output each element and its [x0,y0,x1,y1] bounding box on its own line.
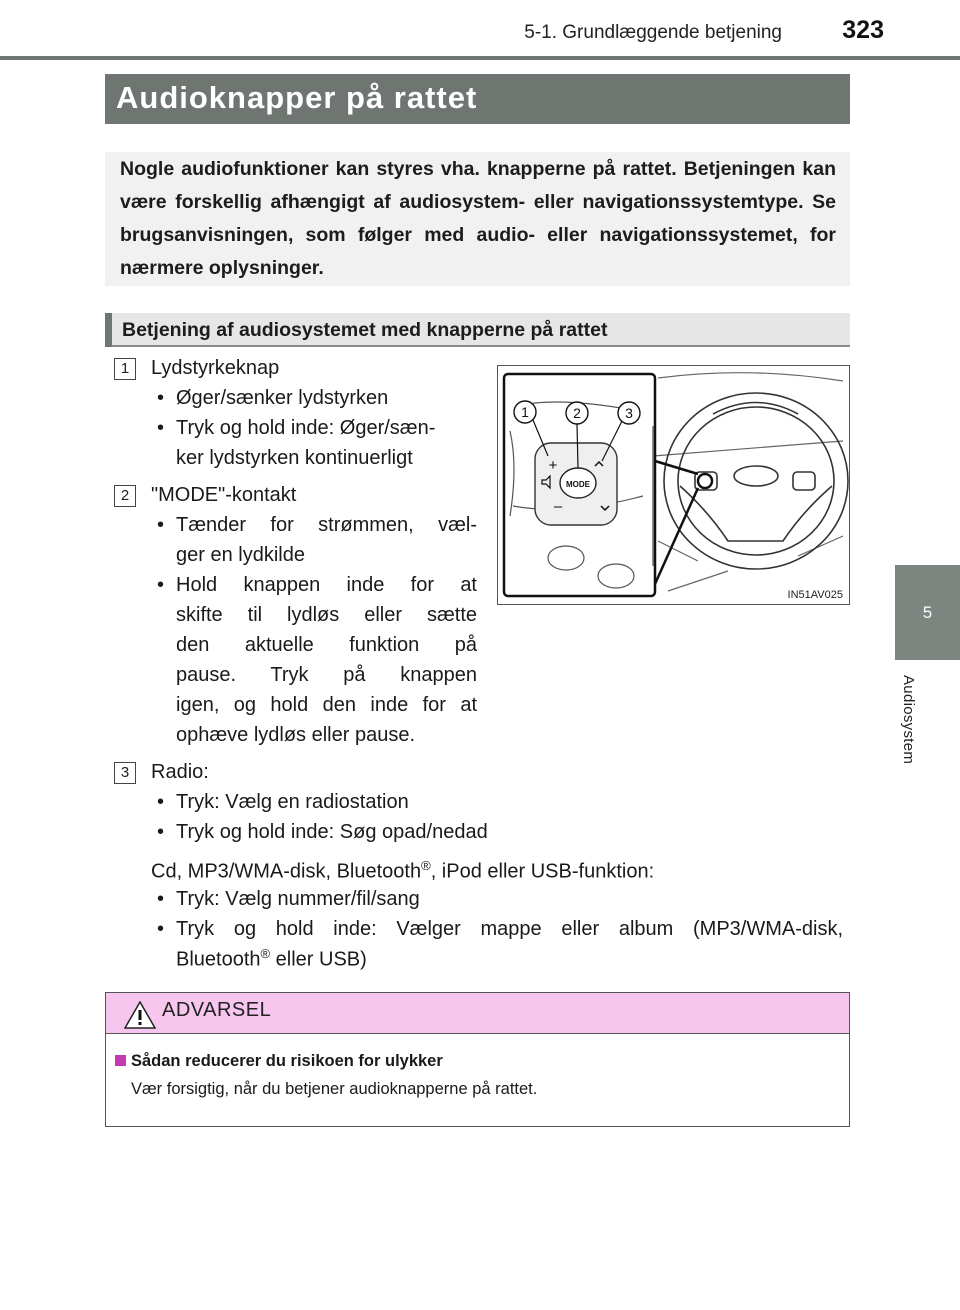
callout-label-2: 2 [573,405,581,421]
callout-label-1: 1 [521,404,529,420]
dashboard-line [653,441,843,456]
item-2-bullet-1-line-2: ger en lydkilde [176,544,305,566]
steering-wheel-spokes [680,486,832,541]
item-3-bullet-1: Tryk: Vælg en radiostation [176,791,409,813]
warning-exclamation-dot [139,1022,142,1025]
item-3-bullet-3: Tryk: Vælg nummer/fil/sang [176,888,420,910]
intro-text: Nogle audiofunktioner kan styres vha. knapperne på rattet. Betjeningen kan være forskellig afhængigt af audiosystem- eller navigationssystemtype. Se brugsanvisningen, som følger med audio- eller navigationssystemet, for nærmere oplysninger. [120,158,836,279]
dashboard-line [658,373,843,381]
warning-subtitle: Sådan reducerer du risikoen for ulykker [131,1052,443,1070]
item-3-bullet-4-end: eller USB) [270,948,367,971]
item-2-bullet-2-line-5: igen, og hold den inde for at [176,694,477,716]
item-3-subheading [151,858,654,884]
bullet: • [157,574,165,596]
bullet: • [157,387,165,409]
steering-wheel-logo [734,466,778,486]
item-3-bullet-4-start: Bluetooth [176,948,261,971]
bullet: • [157,791,165,813]
registered-mark: ® [421,858,431,873]
registered-mark: ® [260,946,271,961]
running-header-section: 5-1. Grundlæggende betjening [524,22,782,43]
steering-wheel-rim [664,393,848,569]
item-1-bullet-2-line-2: ker lydstyrken kontinuerligt [176,447,413,469]
item-2-bullet-1-line-1: Tænder for strømmen, væl- [176,514,477,536]
item-2-title: "MODE"-kontakt [151,484,297,506]
item-3-bullet-4-line-1: Tryk og hold inde: Vælger mappe eller album (MP3/WMA-disk, [176,918,843,940]
item-2-bullet-2-line-2: skifte til lydløs eller sætte [176,604,477,626]
item-3-bullet-2: Tryk og hold inde: Søg opad/nedad [176,821,488,843]
item-number-2: 2 [114,485,136,507]
callout-label-3: 3 [625,405,633,421]
chapter-number: 5 [922,603,933,622]
section-heading: Betjening af audiosystemet med knapperne på rattet [122,319,608,341]
item-2-bullet-2-line-4: pause. Tryk på knappen [176,664,477,686]
steering-wheel-rim-inner [678,407,834,555]
chapter-label: Audiosystem [900,675,917,765]
item-number-3: 3 [114,762,136,784]
item-1-bullet-2-line-1: Tryk og hold inde: Øger/sæn- [176,417,436,439]
item-2-bullet-2-line-3: den aktuelle funktion på [176,634,477,656]
bullet: • [157,918,165,940]
bullet: • [157,417,165,439]
warning-exclamation-bar [139,1010,142,1020]
item-3-title: Radio: [151,761,209,783]
section-heading-marker [105,313,112,347]
item-3-bullet-4-line-2 [176,946,367,972]
callout-leader [655,461,698,474]
highlight-switch [698,474,712,488]
warning-bullet-square [115,1055,126,1066]
item-3-subheading-end: , iPod eller USB-funktion: [430,860,655,883]
item-1-title: Lydstyrkeknap [151,357,280,379]
dashboard-line [668,571,728,591]
item-number-1: 1 [114,358,136,380]
bullet: • [157,888,165,910]
item-3-subheading-start: Cd, MP3/WMA-disk, Bluetooth [151,860,422,883]
warning-title: ADVARSEL [162,999,272,1021]
item-2-bullet-2-line-6: ophæve lydløs eller pause. [176,724,416,746]
volume-up-symbol: + [548,457,558,474]
mode-label: MODE [566,480,590,489]
page-title: Audioknapper på rattet [116,80,478,115]
volume-down-symbol: – [553,498,563,515]
item-2-bullet-2-line-1: Hold knappen inde for at [176,574,477,596]
item-1-bullet-1: Øger/sænker lydstyrken [176,387,389,409]
steering-wheel-figure [497,365,850,605]
page-number: 323 [842,16,884,44]
bullet: • [157,821,165,843]
header-rule [0,56,960,60]
warning-body: Vær forsigtig, når du betjener audioknapperne på rattet. [131,1080,538,1098]
steering-wheel-illustration [498,366,849,604]
figure-code: IN51AV025 [787,589,843,601]
callout-leader [655,488,698,584]
wheel-switch-right [793,472,815,490]
warning-triangle-icon [124,1001,156,1029]
bullet: • [157,514,165,536]
